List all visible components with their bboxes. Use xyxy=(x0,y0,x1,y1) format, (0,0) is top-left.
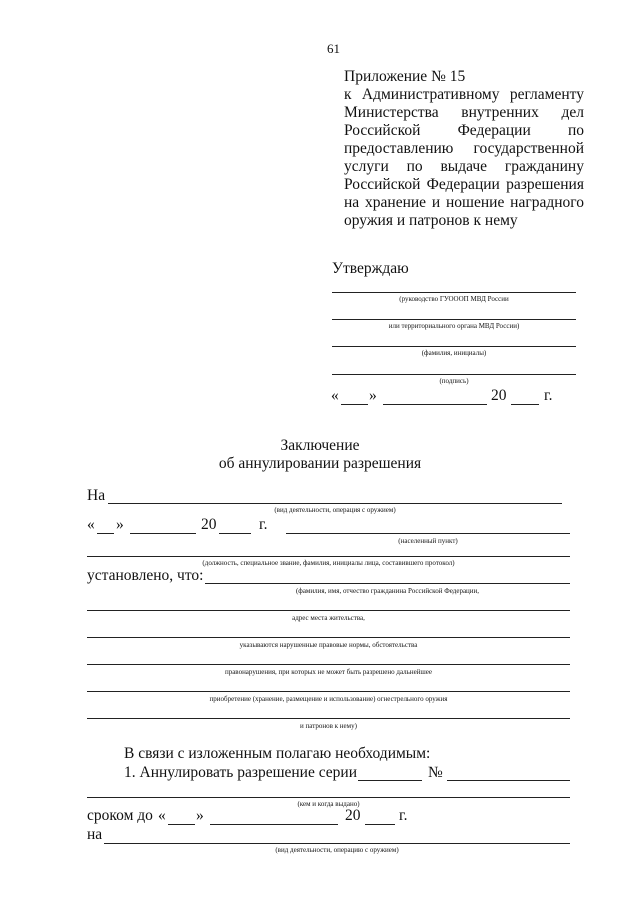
approve-date-close: » xyxy=(369,387,377,404)
term-year-line[interactable] xyxy=(365,824,395,825)
approve-heading: Утверждаю xyxy=(332,260,409,277)
appendix-body xyxy=(344,86,584,230)
activity2-line[interactable] xyxy=(104,843,570,844)
ammo-line[interactable] xyxy=(87,718,570,719)
approve-caption-1: (руководство ГУОООП МВД России xyxy=(399,295,509,303)
official-caption: (должность, специальное звание, фамилия, инициалы лица, составившего протокол) xyxy=(202,559,455,567)
approve-year-prefix: 20 xyxy=(491,387,507,404)
approve-month-line[interactable] xyxy=(383,404,487,405)
conclusion-text: В связи с изложенным полагаю необходимым: xyxy=(124,745,431,762)
approve-caption-4: (подпись) xyxy=(439,377,469,385)
appendix-word: дел xyxy=(561,104,584,121)
appendix-word: к xyxy=(344,86,352,103)
appendix-word: выдаче xyxy=(440,158,488,175)
norms-caption: указываются нарушенные правовые нормы, обстоятельства xyxy=(239,641,418,649)
offense-line[interactable] xyxy=(87,664,570,665)
official-line[interactable] xyxy=(87,556,570,557)
appendix-word: по xyxy=(406,158,423,175)
appendix-word: Российской xyxy=(344,176,421,193)
series-line[interactable] xyxy=(358,780,422,781)
appendix-row xyxy=(344,140,584,158)
appendix-word: оружия и патронов к нему xyxy=(344,212,518,229)
appendix-row xyxy=(344,212,584,230)
activity-line[interactable] xyxy=(108,503,562,504)
established-label: установлено, что: xyxy=(87,567,204,584)
year-prefix: 20 xyxy=(201,516,217,533)
appendix-word: регламенту xyxy=(509,86,584,103)
term-year-prefix: 20 xyxy=(345,807,361,824)
approve-line-4[interactable] xyxy=(332,374,576,375)
appendix-word: гражданину xyxy=(504,158,584,175)
permit-number-line[interactable] xyxy=(447,780,570,781)
na-label: На xyxy=(87,487,106,504)
document-title: Заключение xyxy=(280,437,360,454)
appendix-row xyxy=(344,86,584,104)
appendix-row xyxy=(344,122,584,140)
appendix-word: и xyxy=(431,194,441,211)
acquire-caption: приобретение (хранение, размещение и использование) огнестрельного оружия xyxy=(209,695,448,703)
approve-caption-3: (фамилия, инициалы) xyxy=(421,349,487,357)
appendix-word: услуги xyxy=(344,158,389,175)
appendix-word: государственной xyxy=(473,140,584,157)
document-subtitle: об аннулировании разрешения xyxy=(218,455,422,472)
appendix-word: ношение xyxy=(446,194,505,211)
appendix-row xyxy=(344,104,584,122)
number-sign: № xyxy=(428,764,443,781)
item-1-text: 1. Аннулировать разрешение серии xyxy=(124,764,358,781)
appendix-word: внутренних xyxy=(461,104,539,121)
appendix-word: Федерации xyxy=(457,122,531,139)
place-caption: (населенный пункт) xyxy=(398,537,458,545)
address-caption: адрес места жительства, xyxy=(292,614,365,622)
appendix-word: Российской xyxy=(344,122,421,139)
term-day-line[interactable] xyxy=(168,824,195,825)
place-line[interactable] xyxy=(286,533,570,534)
ammo-caption: и патронов к нему) xyxy=(300,722,357,730)
year-suffix: г. xyxy=(259,516,268,533)
term-label: сроком до xyxy=(87,807,153,824)
issued-caption: (кем и когда выдано) xyxy=(297,800,360,808)
appendix-word: Министерства xyxy=(344,104,439,121)
appendix-title: Приложение № 15 xyxy=(344,68,466,85)
term-month-line[interactable] xyxy=(210,824,338,825)
approve-line-3[interactable] xyxy=(332,346,576,347)
appendix-row xyxy=(344,176,584,194)
month-line[interactable] xyxy=(130,533,196,534)
activity-caption: (вид деятельности, операция с оружием) xyxy=(274,506,396,514)
appendix-row xyxy=(344,158,584,176)
term-year-suffix: г. xyxy=(399,807,408,824)
page-number: 61 xyxy=(327,41,340,56)
term-open: « xyxy=(158,807,166,824)
fio-line[interactable] xyxy=(205,583,570,584)
acquire-line[interactable] xyxy=(87,691,570,692)
appendix-word: Административному xyxy=(361,86,500,103)
year-line[interactable] xyxy=(219,533,251,534)
approve-line-2[interactable] xyxy=(332,319,576,320)
date-open: « xyxy=(87,516,95,533)
appendix-word: хранение xyxy=(365,194,427,211)
appendix-word: по xyxy=(567,122,584,139)
approve-line-1[interactable] xyxy=(332,292,576,293)
term-close: » xyxy=(196,807,204,824)
appendix-word: предоставлению xyxy=(344,140,454,157)
appendix-word: наградного xyxy=(510,194,584,211)
na2-label: на xyxy=(87,826,103,843)
address-line[interactable] xyxy=(87,610,570,611)
approve-day-line[interactable] xyxy=(341,404,368,405)
approve-caption-2: или территориального органа МВД России) xyxy=(388,322,520,330)
day-line[interactable] xyxy=(97,533,114,534)
appendix-row xyxy=(344,194,584,212)
norms-line[interactable] xyxy=(87,637,570,638)
offense-caption: правонарушения, при которых не может быть разрешено дальнейшее xyxy=(224,668,433,676)
approve-year-line[interactable] xyxy=(511,404,539,405)
appendix-word: Федерации xyxy=(426,176,500,193)
activity2-caption: (вид деятельности, операцию с оружием) xyxy=(275,846,399,854)
appendix-word: на xyxy=(344,194,360,211)
issued-line[interactable] xyxy=(87,797,570,798)
appendix-word: разрешения xyxy=(506,176,584,193)
fio-caption: (фамилия, имя, отчество гражданина Российской Федерации, xyxy=(295,587,480,595)
approve-date-open: « xyxy=(331,387,339,404)
approve-year-suffix: г. xyxy=(544,387,553,404)
date-close: » xyxy=(116,516,124,533)
